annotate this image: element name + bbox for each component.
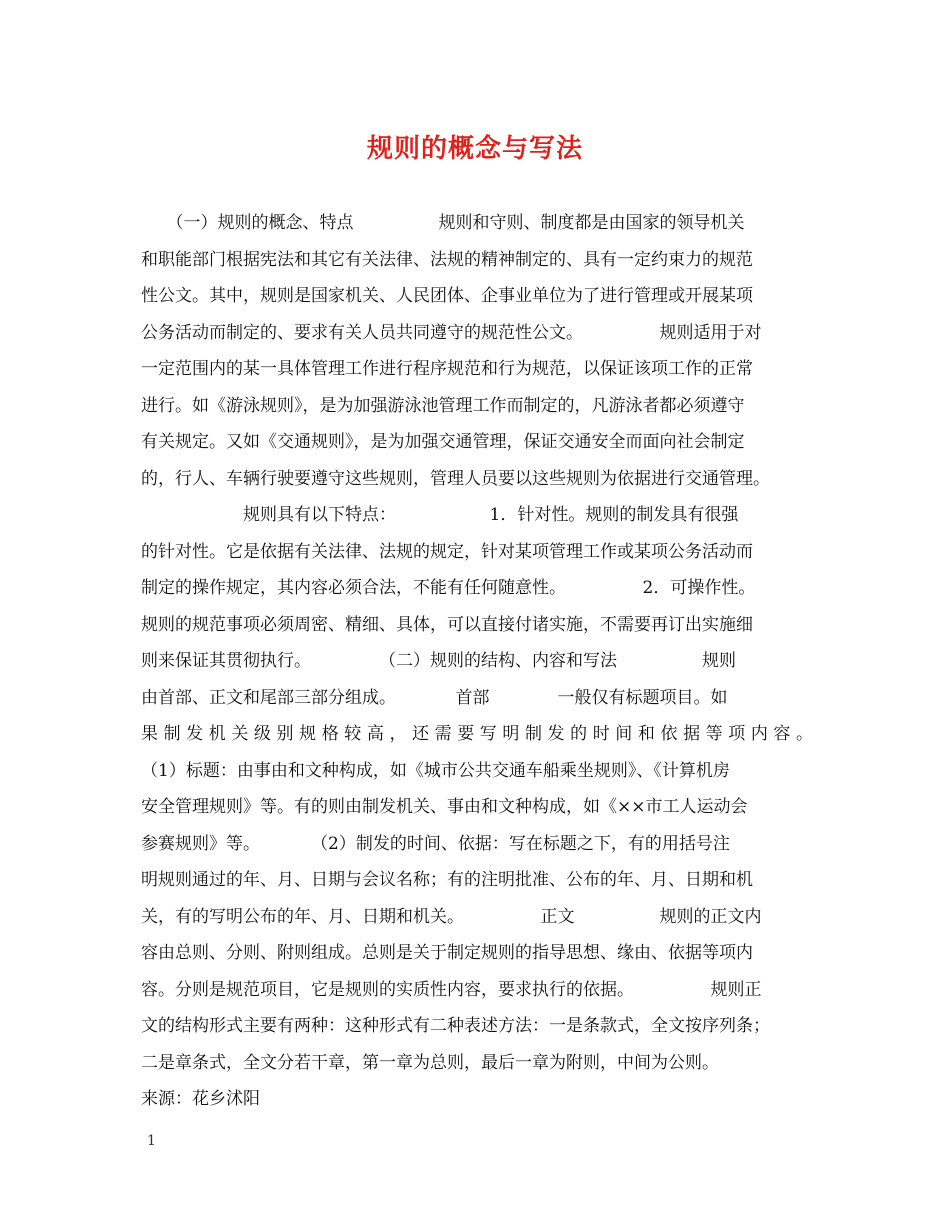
text-line: 则来保证其贯彻执行。 （二）规则的结构、内容和写法 规则 <box>141 651 736 671</box>
text-line: 果制发机关级别规格较高，还需要写明制发的时间和依据等项内容。 <box>141 724 813 744</box>
text-line: 容由总则、分则、附则组成。总则是关于制定规则的指导思想、缘由、依据等项内 <box>141 943 753 963</box>
text-line: 的针对性。它是依据有关法律、法规的规定，针对某项管理工作或某项公务活动而 <box>141 541 753 562</box>
body-text <box>141 205 813 1118</box>
source-line: 来源：花乡沭阳 <box>141 1089 260 1109</box>
text-line: 关，有的写明公布的年、月、日期和机关。 正文 规则的正文内 <box>141 906 762 927</box>
text-line: 规则具有以下特点： 1．针对性。规则的制发具有很强 <box>141 505 739 525</box>
text-line: （1）标题：由事由和文种构成，如《城市公共交通车船乘坐规则》、《计算机房 <box>141 760 730 781</box>
text-line: （一）规则的概念、特点 规则和守则、制度都是由国家的领导机关 <box>141 213 745 233</box>
text-line: 有关规定。又如《交通规则》，是为加强交通管理，保证交通安全而面向社会制定 <box>141 432 745 452</box>
text-line: 容。分则是规范项目，它是规则的实质性内容，要求执行的依据。 规则正 <box>141 979 762 1000</box>
text-line: 规则的规范事项必须周密、精细、具体，可以直接付诸实施，不需要再订出实施细 <box>141 614 753 635</box>
text-line: 性公文。其中，规则是国家机关、人民团体、企事业单位为了进行管理或开展某项 <box>141 286 753 306</box>
text-line: 进行。如《游泳规则》，是为加强游泳池管理工作而制定的，凡游泳者都必须遵守 <box>141 395 745 416</box>
text-line: 一定范围内的某一具体管理工作进行程序规范和行为规范，以保证该项工作的正常 <box>141 359 753 379</box>
text-line: 和职能部门根据宪法和其它有关法律、法规的精神制定的、具有一定约束力的规范 <box>141 249 753 270</box>
page-number: 1 <box>147 1133 156 1149</box>
text-line: 安全管理规则》等。有的则由制发机关、事由和文种构成，如《××市工人运动会 <box>141 797 748 817</box>
text-line: 制定的操作规定，其内容必须合法，不能有任何随意性。 2．可操作性。 <box>141 578 756 598</box>
text-line: 明规则通过的年、月、日期与会议名称；有的注明批准、公布的年、月、日期和机 <box>141 870 753 890</box>
text-line: 文的结构形式主要有两种：这种形式有二种表述方法：一是条款式，全文按序列条； <box>141 1016 770 1036</box>
text-line: 公务活动而制定的、要求有关人员共同遵守的规范性公文。 规则适用于对 <box>141 322 762 343</box>
text-line: 二是章条式，全文分若干章，第一章为总则，最后一章为附则，中间为公则。 <box>141 1052 719 1073</box>
text-line: 的，行人、车辆行驶要遵守这些规则，管理人员要以这些规则为依据进行交通管理。 <box>141 468 770 489</box>
text-line: 参赛规则》等。 （2）制发的时间、依据：写在标题之下，有的用括号注 <box>141 833 730 854</box>
text-line: 由首部、正文和尾部三部分组成。 首部 一般仅有标题项目。如 <box>141 687 728 708</box>
page-title: 规则的概念与写法 <box>366 134 583 164</box>
